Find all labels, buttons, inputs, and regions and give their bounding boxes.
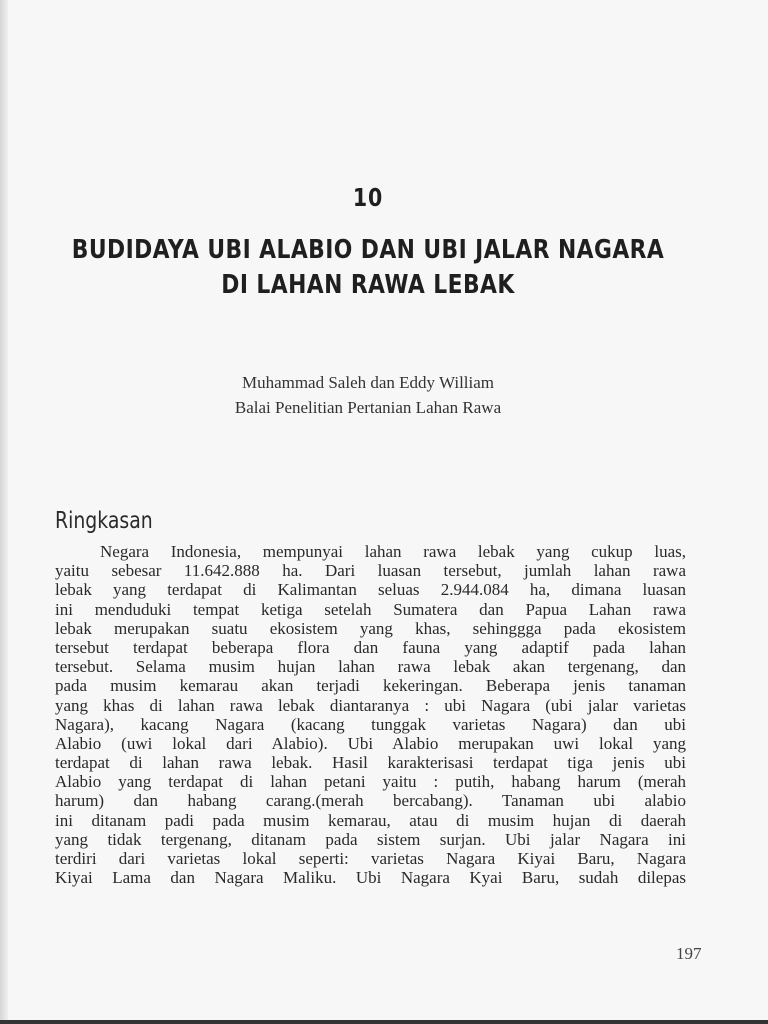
text-line: Negara Indonesia, mempunyai lahan rawa lebak yang cukup luas, [100,542,686,561]
text-line: terdiri dari varietas lokal seperti: varietas Nagara Kiyai Baru, Nagara [55,849,686,868]
text-line: ini ditanam padi pada musim kemarau, atau di musim hujan di daerah [55,810,686,830]
page-number: 197 [676,944,702,963]
text-line: ini menduduki tempat ketiga setelah Sumatera dan Papua Lahan rawa [55,599,686,619]
text-line: yang khas di lahan rawa lebak diantaranya : ubi Nagara (ubi jalar varietas [55,695,686,715]
text-line: lebak merupakan suatu ekosistem yang khas, sehinggga pada ekosistem [55,618,686,638]
author-block [0,370,736,420]
chapter-number: 10 [352,183,384,212]
chapter-title-line: DI LAHAN RAWA LEBAK [221,270,515,300]
text-line: Alabio yang terdapat di lahan petani yaitu : putih, habang harum (merah [55,772,686,792]
author-affiliation: Balai Penelitian Pertanian Lahan Rawa [234,398,502,417]
page-bottom-edge [0,1020,768,1024]
text-line: lebak yang terdapat di Kalimantan seluas 2.944.084 ha, dimana luasan [55,580,686,600]
text-line: pada musim kemarau akan terjadi kekeringan. Beberapa jenis tanaman [55,676,686,696]
text-line: tersebut terdapat beberapa flora dan fauna yang adaptif pada lahan [55,637,686,657]
section-heading: Ringkasan [55,508,153,534]
text-line: Kiyai Lama dan Nagara Maliku. Ubi Nagara Kyai Baru, sudah dilepas [55,868,686,888]
text-line: yang tidak tergenang, ditanam pada sistem surjan. Ubi jalar Nagara ini [55,829,686,849]
text-line: tersebut. Selama musim hujan lahan rawa lebak akan tergenang, dan [55,657,686,677]
text-line: yaitu sebesar 11.642.888 ha. Dari luasan tersebut, jumlah lahan rawa [55,561,686,581]
chapter-title-line: BUDIDAYA UBI ALABIO DAN UBI JALAR NAGARA [71,235,665,265]
text-line: terdapat di lahan rawa lebak. Hasil karakterisasi terdapat tiga jenis ubi [55,753,686,773]
text-line: Alabio (uwi lokal dari Alabio). Ubi Alabio merupakan uwi lokal yang [55,733,686,753]
chapter-title [59,233,677,303]
abstract-paragraph [55,542,686,887]
page-shadow-edge [0,0,8,1024]
text-line: harum) dan habang carang.(merah bercabang). Tanaman ubi alabio [55,791,686,811]
author-names: Muhammad Saleh dan Eddy William [241,373,495,392]
text-line: Nagara), kacang Nagara (kacang tunggak varietas Nagara) dan ubi [55,714,686,734]
